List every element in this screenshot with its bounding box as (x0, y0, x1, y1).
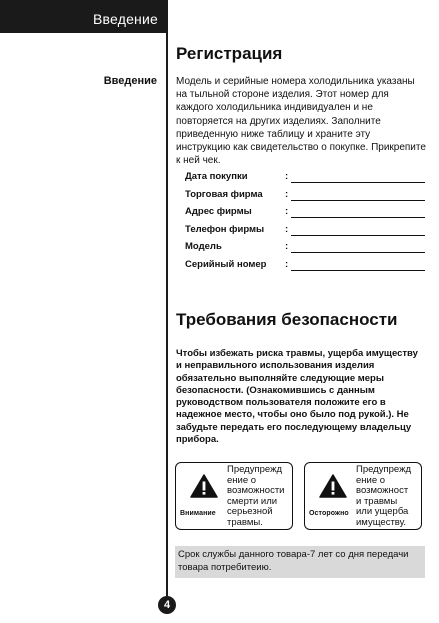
warning-triangle-icon (319, 474, 347, 498)
form-label: Адрес фирмы (185, 206, 252, 218)
section-header-title: Введение (93, 11, 158, 27)
form-colon: : (285, 223, 289, 235)
registration-title: Регистрация (176, 44, 283, 63)
warning-label: Осторожно (309, 510, 349, 517)
warning-text-line: возможности (227, 485, 285, 497)
form-label: Серийный номер (185, 258, 267, 270)
registration-intro: Модель и серийные номера холодильника указаны на тыльной стороне изделия. Этот номер для каждого холодильника индивидуален и не повторяется на других изделиях. Заполните приведенную ниже таблицу и храните эту инструкцию как свидетельство о покупке. Прикрепите к ней чек. (176, 76, 426, 167)
form-fill-line (291, 270, 425, 271)
form-label: Дата покупки (185, 171, 248, 182)
form-colon: : (285, 206, 289, 218)
form-fill-line (291, 252, 425, 253)
warning-text-line: возможност (356, 485, 409, 497)
warning-text-line: травмы. (227, 516, 263, 528)
form-fill-line (291, 235, 425, 236)
form-fill-line (291, 217, 425, 218)
warning-text-line: Предупрежд (356, 464, 411, 475)
warning-box-danger (175, 462, 293, 530)
warning-text (356, 465, 422, 529)
form-row-dealer-phone (185, 224, 425, 242)
registration-form (185, 171, 425, 277)
warning-triangle-icon (190, 474, 218, 498)
form-label: Телефон фирмы (185, 223, 265, 235)
form-colon: : (285, 241, 289, 253)
form-colon: : (285, 171, 289, 182)
form-colon: : (285, 188, 289, 200)
form-fill-line (291, 200, 425, 201)
form-row-dealer-address (185, 206, 425, 224)
warning-text-line: смерти или (227, 495, 278, 507)
warning-label: Внимание (180, 510, 216, 517)
warning-text (227, 465, 293, 529)
page-number-badge: 4 (158, 596, 176, 614)
service-life-note: Срок службы данного товара-7 лет со дня передачи товара потребитеию. (175, 546, 425, 578)
section-header-bar (0, 0, 166, 33)
form-row-serial-number (185, 259, 425, 277)
safety-text: Чтобы избежать риска травмы, ущерба имуществу и неправильного использования изделия обязательно выполняйте следующие меры безопасности. (Ознакомившись с данным руководством пользователя положите его в надежное место, чтобы оно было под рукой.). Не забудьте передать его последующему владельцу прибора. (176, 348, 418, 446)
warning-text-line: Предупрежд (227, 464, 282, 475)
warning-text-line: ение о (227, 474, 257, 486)
warning-text-line: серьезной (227, 506, 273, 518)
form-fill-line (291, 182, 425, 183)
warning-text-line: ение о (356, 474, 386, 486)
form-row-purchase-date (185, 171, 425, 189)
warning-text-line: и травмы (356, 495, 398, 507)
form-row-dealer (185, 189, 425, 207)
vertical-divider (166, 0, 168, 596)
sidebar-section-label: Введение (103, 75, 157, 87)
form-row-model (185, 241, 425, 259)
warning-text-line: имуществу. (356, 516, 407, 528)
form-label: Модель (185, 241, 222, 253)
warning-text-line: или ущерба (356, 506, 409, 518)
warning-box-caution (304, 462, 422, 530)
safety-title: Требования безопасности (176, 310, 398, 329)
form-colon: : (285, 258, 289, 270)
form-label: Торговая фирма (185, 188, 263, 200)
